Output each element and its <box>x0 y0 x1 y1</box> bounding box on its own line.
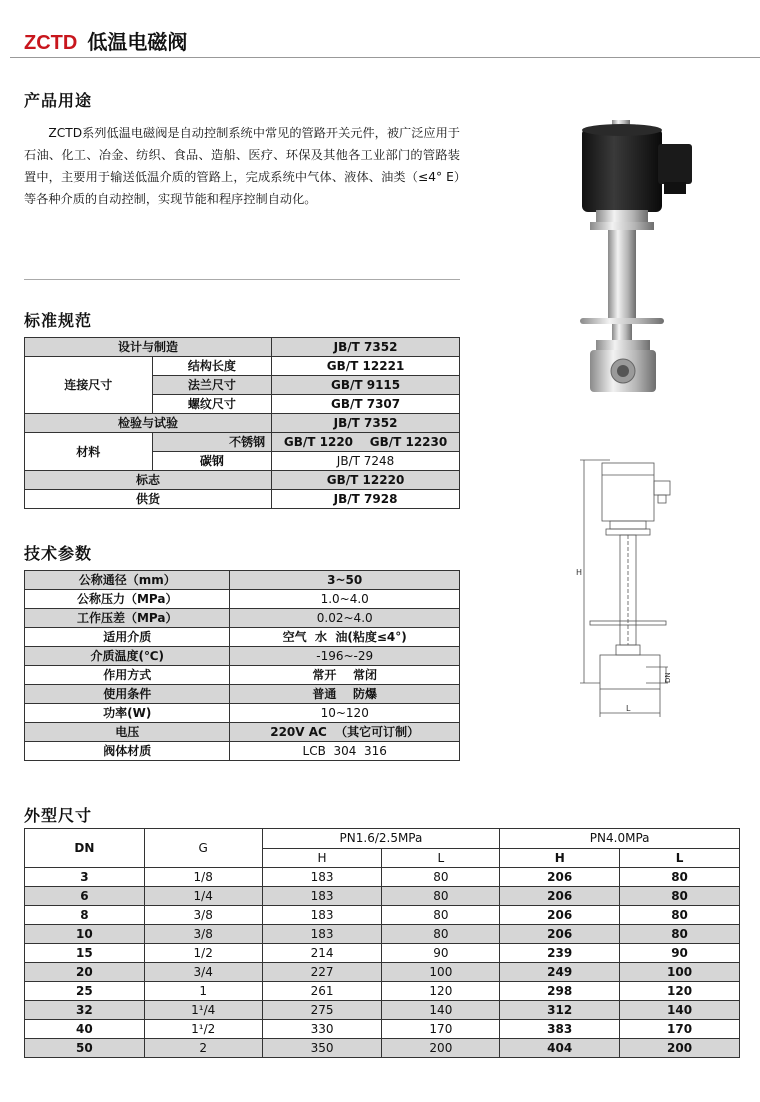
g-cell: 1 <box>144 982 262 1001</box>
dims-table <box>24 828 740 1058</box>
table-row <box>25 666 460 685</box>
h2-cell: 206 <box>500 925 620 944</box>
h2-cell: 298 <box>500 982 620 1001</box>
table-header-row: DN G PN1.6/2.5MPa PN4.0MPa <box>25 829 740 849</box>
table-row <box>25 1039 740 1058</box>
usage-heading: 产品用途 <box>24 91 93 110</box>
l2-cell: 80 <box>620 868 740 887</box>
l2-cell: 80 <box>620 887 740 906</box>
valve-drawing <box>570 455 682 730</box>
product-name: 低温电磁阀 <box>87 30 188 54</box>
tech-label: 适用介质 <box>25 628 230 647</box>
usage-divider <box>24 279 460 280</box>
l2-cell: 100 <box>620 963 740 982</box>
table-row <box>25 590 460 609</box>
table-row: 连接尺寸 结构长度 GB/T 12221 <box>25 357 460 376</box>
tech-label: 功率(W) <box>25 704 230 723</box>
tech-value: 空气 水 油(粘度≤4°) <box>230 628 460 647</box>
table-header-row: H L H L <box>25 848 740 868</box>
table-row: 设计与制造 JB/T 7352 <box>25 338 460 357</box>
h2-cell: 383 <box>500 1020 620 1039</box>
h1-cell: 227 <box>262 963 382 982</box>
l1-cell: 140 <box>382 1001 500 1020</box>
dn-cell: 40 <box>25 1020 145 1039</box>
table-row <box>25 887 740 906</box>
tech-label: 公称通径（mm） <box>25 571 230 590</box>
standards-table <box>24 337 460 509</box>
table-row <box>25 868 740 887</box>
dn-cell: 50 <box>25 1039 145 1058</box>
tech-label: 作用方式 <box>25 666 230 685</box>
h2-cell: 206 <box>500 906 620 925</box>
tech-label: 工作压差（MPa） <box>25 609 230 628</box>
table-row <box>25 963 740 982</box>
l2-cell: 170 <box>620 1020 740 1039</box>
standards-heading: 标准规范 <box>24 311 93 330</box>
dn-cell: 3 <box>25 868 145 887</box>
tech-value: -196~-29 <box>230 647 460 666</box>
table-row <box>25 944 740 963</box>
table-row: 供货 JB/T 7928 <box>25 490 460 509</box>
g-cell: 3/8 <box>144 925 262 944</box>
g-cell: 3/8 <box>144 906 262 925</box>
tech-value: 10~120 <box>230 704 460 723</box>
dims-heading: 外型尺寸 <box>24 806 93 825</box>
l1-cell: 80 <box>382 925 500 944</box>
h2-cell: 239 <box>500 944 620 963</box>
h1-cell: 261 <box>262 982 382 1001</box>
tech-value: 220V AC （其它可订制） <box>230 723 460 742</box>
h1-cell: 275 <box>262 1001 382 1020</box>
tech-value: 普通 防爆 <box>230 685 460 704</box>
drawing-h-label: H <box>576 568 583 577</box>
dn-cell: 8 <box>25 906 145 925</box>
page-title <box>24 26 187 55</box>
l1-cell: 80 <box>382 887 500 906</box>
dn-cell: 10 <box>25 925 145 944</box>
h2-cell: 206 <box>500 887 620 906</box>
dn-cell: 6 <box>25 887 145 906</box>
table-row: 法兰尺寸 GB/T 9115 <box>25 376 460 395</box>
tech-value: LCB 304 316 <box>230 742 460 761</box>
l1-cell: 80 <box>382 868 500 887</box>
l2-cell: 80 <box>620 925 740 944</box>
h1-cell: 183 <box>262 906 382 925</box>
usage-text: ZCTD系列低温电磁阀是自动控制系统中常见的管路开关元件，被广泛应用于石油、化工、冶金、纺织、食品、造船、医疗、环保及其他各工业部门的管路装置中，主要用于输送低温介质的管路上，完成系统中气体、液体、油类（≤4° E）等各种介质的自动控制，实现节能和程序控制自动化。 <box>24 126 460 206</box>
table-row <box>25 628 460 647</box>
table-row <box>25 609 460 628</box>
tech-label: 介质温度(℃) <box>25 647 230 666</box>
table-row <box>25 571 460 590</box>
g-cell: 1/8 <box>144 868 262 887</box>
table-row: 螺纹尺寸 GB/T 7307 <box>25 395 460 414</box>
h1-cell: 183 <box>262 868 382 887</box>
h2-cell: 249 <box>500 963 620 982</box>
tech-label: 电压 <box>25 723 230 742</box>
table-row: 检验与试验 JB/T 7352 <box>25 414 460 433</box>
l1-cell: 120 <box>382 982 500 1001</box>
tech-label: 使用条件 <box>25 685 230 704</box>
l2-cell: 90 <box>620 944 740 963</box>
table-row: 标志 GB/T 12220 <box>25 471 460 490</box>
table-row <box>25 723 460 742</box>
h2-cell: 312 <box>500 1001 620 1020</box>
h2-cell: 404 <box>500 1039 620 1058</box>
tech-value: 常开 常闭 <box>230 666 460 685</box>
g-cell: 2 <box>144 1039 262 1058</box>
table-row <box>25 647 460 666</box>
l1-cell: 90 <box>382 944 500 963</box>
h1-cell: 183 <box>262 887 382 906</box>
brand-code: ZCTD <box>24 32 78 54</box>
h1-cell: 330 <box>262 1020 382 1039</box>
table-row <box>25 1020 740 1039</box>
g-cell: 1/4 <box>144 887 262 906</box>
l2-cell: 80 <box>620 906 740 925</box>
g-cell: 3/4 <box>144 963 262 982</box>
tech-value: 0.02~4.0 <box>230 609 460 628</box>
l1-cell: 200 <box>382 1039 500 1058</box>
g-cell: 1¹/2 <box>144 1020 262 1039</box>
h1-cell: 214 <box>262 944 382 963</box>
dn-cell: 25 <box>25 982 145 1001</box>
dn-cell: 20 <box>25 963 145 982</box>
drawing-dn-label: DN <box>664 672 672 683</box>
table-row: 碳钢 JB/T 7248 <box>25 452 460 471</box>
valve-photo <box>560 118 710 400</box>
drawing-l-label: L <box>626 704 631 713</box>
table-row <box>25 925 740 944</box>
title-divider <box>10 57 760 58</box>
tech-value: 3~50 <box>230 571 460 590</box>
tech-value: 1.0~4.0 <box>230 590 460 609</box>
l2-cell: 140 <box>620 1001 740 1020</box>
table-row <box>25 982 740 1001</box>
h1-cell: 350 <box>262 1039 382 1058</box>
l1-cell: 80 <box>382 906 500 925</box>
dn-cell: 32 <box>25 1001 145 1020</box>
l2-cell: 120 <box>620 982 740 1001</box>
table-row <box>25 685 460 704</box>
g-cell: 1¹/4 <box>144 1001 262 1020</box>
tech-label: 阀体材质 <box>25 742 230 761</box>
tech-table <box>24 570 460 761</box>
table-row <box>25 742 460 761</box>
l2-cell: 200 <box>620 1039 740 1058</box>
h2-cell: 206 <box>500 868 620 887</box>
g-cell: 1/2 <box>144 944 262 963</box>
l1-cell: 170 <box>382 1020 500 1039</box>
table-row <box>25 704 460 723</box>
table-row <box>25 906 740 925</box>
tech-label: 公称压力（MPa） <box>25 590 230 609</box>
table-row: 材料 不锈钢 GB/T 1220 GB/T 12230 <box>25 433 460 452</box>
l1-cell: 100 <box>382 963 500 982</box>
h1-cell: 183 <box>262 925 382 944</box>
dn-cell: 15 <box>25 944 145 963</box>
tech-heading: 技术参数 <box>24 544 93 563</box>
table-row <box>25 1001 740 1020</box>
